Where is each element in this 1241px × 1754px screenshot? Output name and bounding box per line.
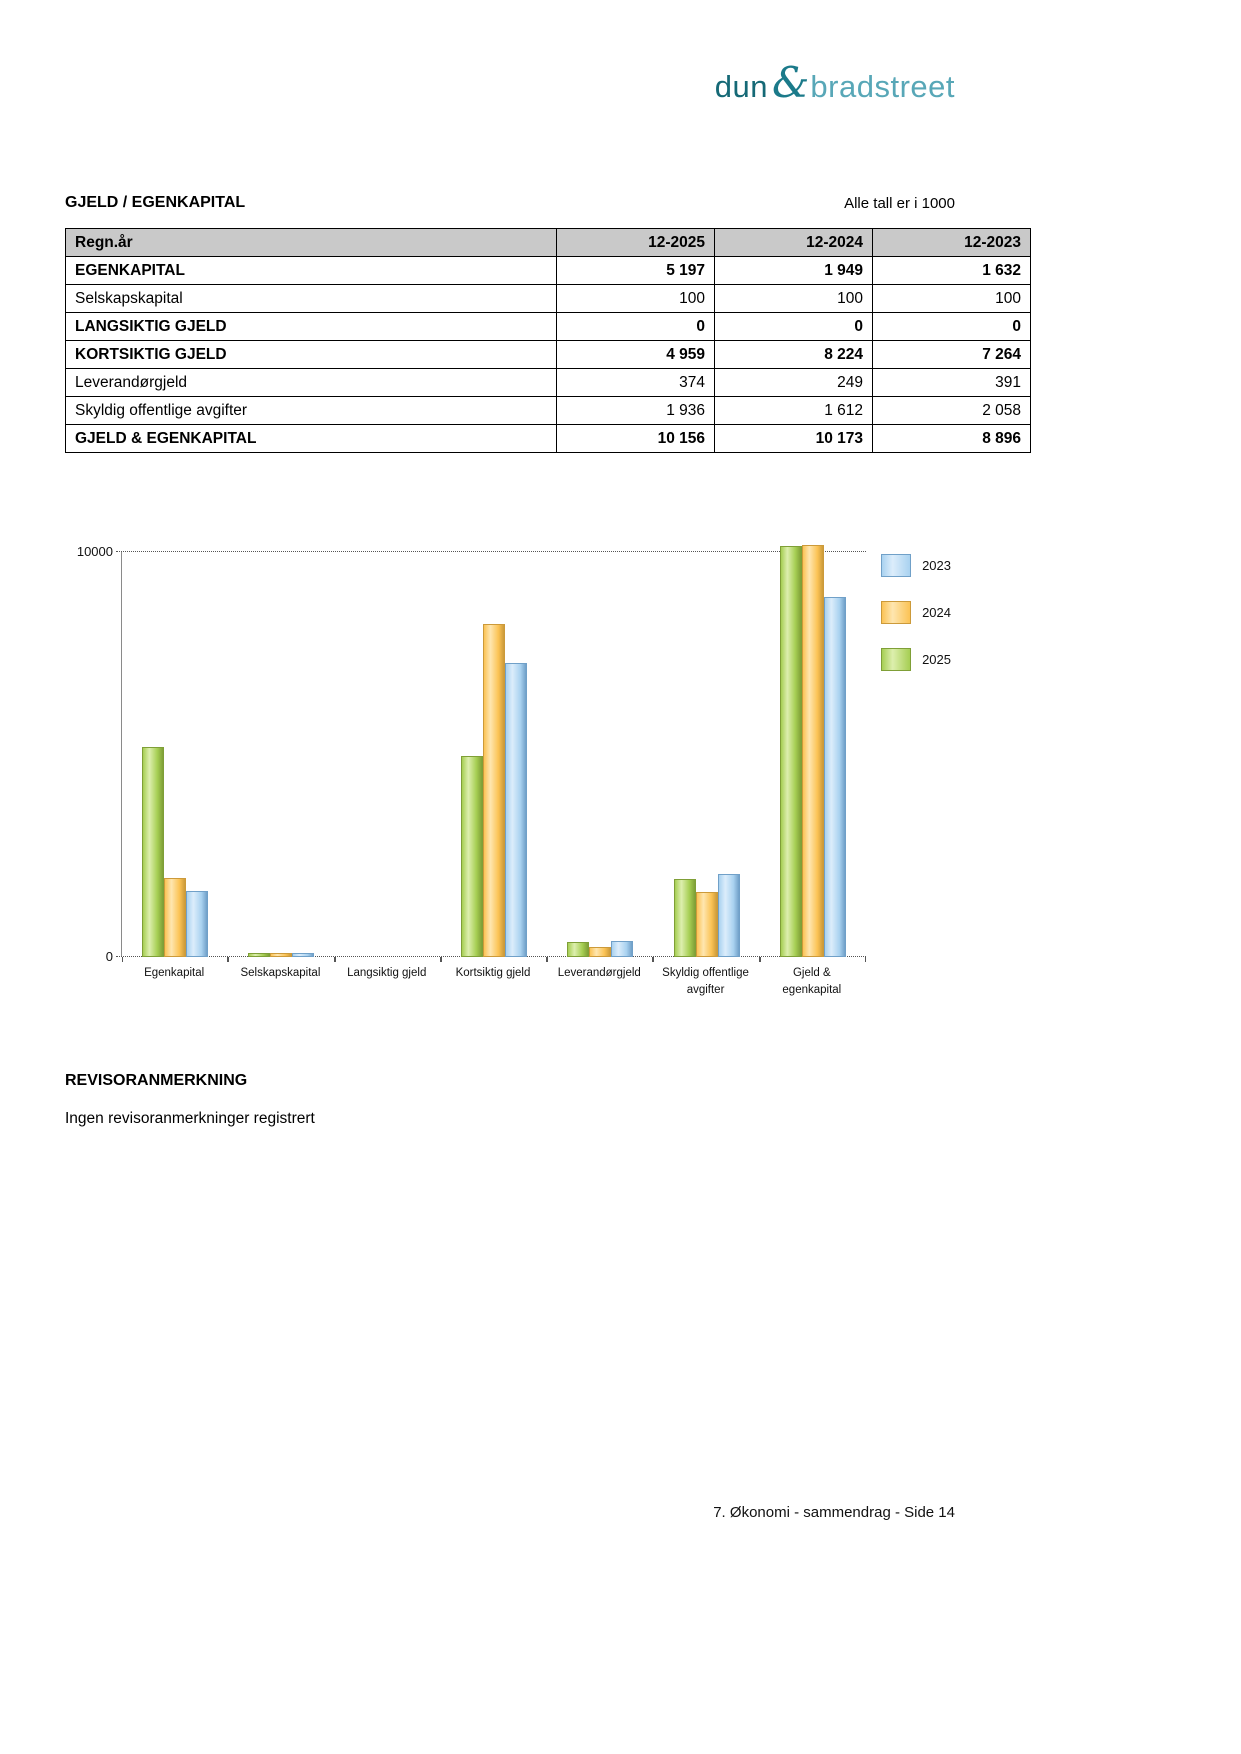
bar-2025-leverand-rgjeld: [567, 942, 589, 957]
cell-value: 10 156: [557, 425, 715, 453]
cell-value: 0: [557, 313, 715, 341]
column-header-12-2025: 12-2025: [557, 229, 715, 257]
page-footer: 7. Økonomi - sammendrag - Side 14: [713, 1504, 955, 1521]
units-note: Alle tall er i 1000: [844, 195, 955, 212]
x-axis-label-skyldig-offentlige-avgifter: Skyldig offentlige avgifter: [662, 967, 749, 996]
category-group-egenkapital: [122, 552, 228, 957]
x-axis-label-langsiktig-gjeld: Langsiktig gjeld: [347, 967, 427, 979]
legend-label-2023: 2023: [922, 558, 951, 573]
bar-2023-selskapskapital: [292, 953, 314, 957]
legend-label-2024: 2024: [922, 605, 951, 620]
table-row-selskapskapital: [66, 285, 1031, 313]
cell-value: 1 949: [715, 257, 873, 285]
bar-2025-skyldig-offentlige-avgifter: [674, 879, 696, 957]
plot-groups: [122, 552, 866, 957]
revisor-title: REVISORANMERKNING: [65, 1072, 248, 1089]
y-tick-10000: 10000: [76, 544, 113, 559]
table-row-leverandorgjeld: [66, 369, 1031, 397]
logo-text-bradstreet: bradstreet: [810, 69, 955, 104]
legend-item-2024: [881, 601, 951, 624]
bar-2023-kortsiktig-gjeld: [505, 663, 527, 957]
financial-table: [65, 228, 1031, 453]
section-title: GJELD / EGENKAPITAL: [65, 194, 246, 211]
row-label: GJELD & EGENKAPITAL: [66, 425, 557, 453]
column-header-12-2023: 12-2023: [873, 229, 1031, 257]
cell-value: 2 058: [873, 397, 1031, 425]
bar-2023-skyldig-offentlige-avgifter: [718, 874, 740, 957]
cell-value: 0: [873, 313, 1031, 341]
logo-ampersand-icon: &: [772, 58, 810, 107]
bar-2025-gjeld-egenkapital: [780, 546, 802, 957]
category-group-skyldig-offentlige-avgifter: [653, 552, 759, 957]
cell-value: 4 959: [557, 341, 715, 369]
cell-value: 391: [873, 369, 1031, 397]
legend-swatch-2025: [881, 648, 911, 671]
legend-item-2025: [881, 648, 951, 671]
row-label: KORTSIKTIG GJELD: [66, 341, 557, 369]
category-group-selskapskapital: [228, 552, 334, 957]
legend-swatch-2024: [881, 601, 911, 624]
x-axis-label-gjeld-egenkapital: Gjeld & egenkapital: [782, 967, 842, 996]
bar-2025-selskapskapital: [248, 953, 270, 957]
table-row-langsiktig-gjeld: [66, 313, 1031, 341]
legend-swatch-2023: [881, 554, 911, 577]
table-row-kortsiktig-gjeld: [66, 341, 1031, 369]
cell-value: 7 264: [873, 341, 1031, 369]
cell-value: 10 173: [715, 425, 873, 453]
row-label: Skyldig offentlige avgifter: [66, 397, 557, 425]
bar-2023-gjeld-egenkapital: [824, 597, 846, 957]
cell-value: 1 632: [873, 257, 1031, 285]
category-group-kortsiktig-gjeld: [441, 552, 547, 957]
bar-2024-egenkapital: [164, 878, 186, 957]
dun-bradstreet-logo: [714, 58, 955, 107]
plot-area: [121, 552, 866, 957]
row-label: EGENKAPITAL: [66, 257, 557, 285]
category-group-langsiktig-gjeld: [335, 552, 441, 957]
x-axis-label-kortsiktig-gjeld: Kortsiktig gjeld: [455, 967, 531, 979]
category-group-leverand-rgjeld: [547, 552, 653, 957]
legend-label-2025: 2025: [922, 652, 951, 667]
bar-2023-leverand-rgjeld: [611, 941, 633, 957]
cell-value: 249: [715, 369, 873, 397]
column-header-12-2024: 12-2024: [715, 229, 873, 257]
cell-value: 8 224: [715, 341, 873, 369]
bar-2025-egenkapital: [142, 747, 164, 957]
bar-2025-kortsiktig-gjeld: [461, 756, 483, 957]
legend-item-2023: [881, 554, 951, 577]
column-header-regnar: Regn.år: [66, 229, 557, 257]
x-axis-label-selskapskapital: Selskapskapital: [240, 967, 321, 979]
section-header: [65, 194, 955, 212]
category-group-gjeld-egenkapital: [760, 552, 866, 957]
cell-value: 374: [557, 369, 715, 397]
bar-2024-leverand-rgjeld: [589, 947, 611, 957]
bar-2024-gjeld-egenkapital: [802, 545, 824, 957]
x-axis-label-egenkapital: Egenkapital: [144, 967, 205, 979]
y-tick-0: 0: [105, 949, 113, 964]
x-axis-label-leverand-rgjeld: Leverandørgjeld: [557, 967, 641, 979]
bar-2024-kortsiktig-gjeld: [483, 624, 505, 957]
bar-2023-egenkapital: [186, 891, 208, 957]
revisor-section: [65, 1072, 315, 1128]
cell-value: 8 896: [873, 425, 1031, 453]
row-label: LANGSIKTIG GJELD: [66, 313, 557, 341]
revisor-text: Ingen revisoranmerkninger registrert: [65, 1110, 315, 1127]
cell-value: 100: [715, 285, 873, 313]
row-label: Leverandørgjeld: [66, 369, 557, 397]
bar-chart: [65, 540, 955, 1020]
table-header-row: [66, 229, 1031, 257]
bar-2024-skyldig-offentlige-avgifter: [696, 892, 718, 957]
table-row-egenkapital: [66, 257, 1031, 285]
cell-value: 100: [557, 285, 715, 313]
cell-value: 100: [873, 285, 1031, 313]
cell-value: 1 936: [557, 397, 715, 425]
chart-legend: [881, 554, 951, 671]
bar-2024-selskapskapital: [270, 953, 292, 957]
cell-value: 0: [715, 313, 873, 341]
cell-value: 5 197: [557, 257, 715, 285]
logo-text-dun: dun: [714, 69, 769, 104]
table-row-gjeld-egenkapital: [66, 425, 1031, 453]
x-axis-labels: [121, 965, 865, 998]
table-row-skyldig-offentlige-avgifter: [66, 397, 1031, 425]
cell-value: 1 612: [715, 397, 873, 425]
row-label: Selskapskapital: [66, 285, 557, 313]
